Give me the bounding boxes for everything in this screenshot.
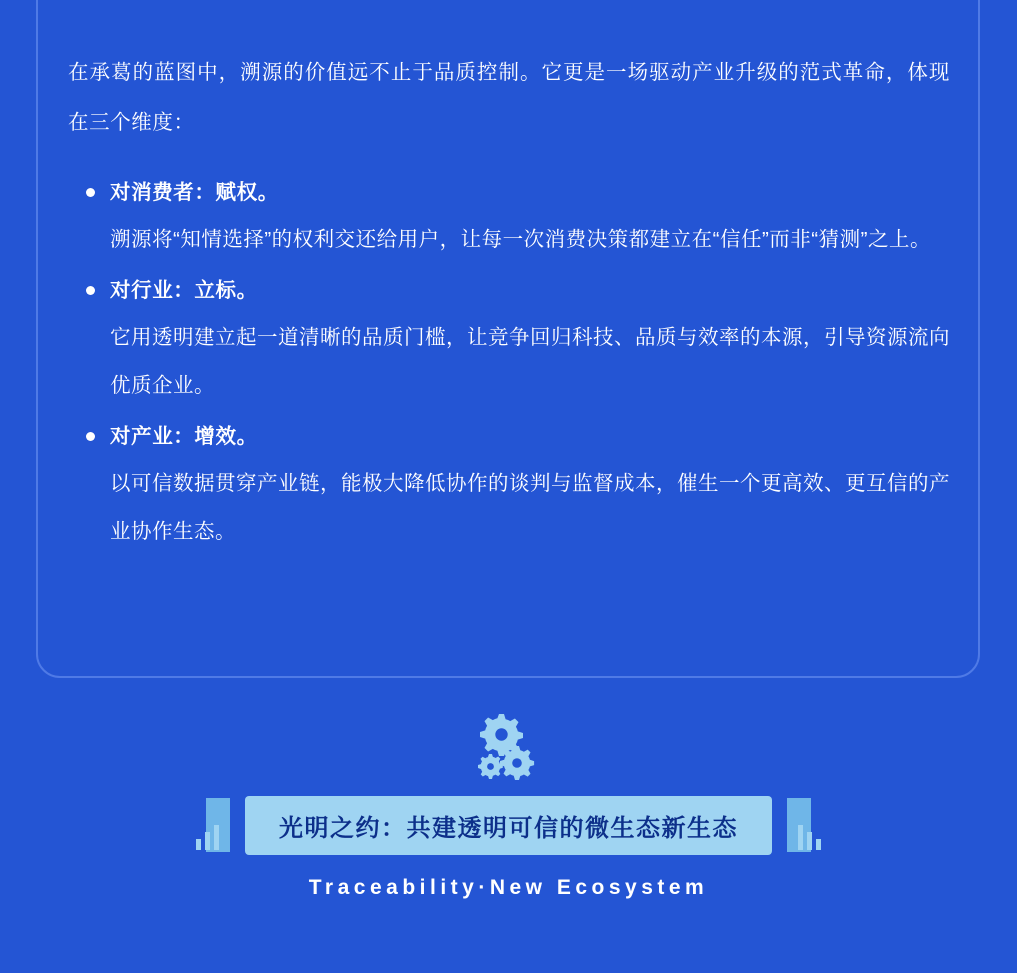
banner-title: 光明之约：共建透明可信的微生态新生态 — [245, 796, 772, 855]
point-title: 对消费者：赋权。 — [110, 181, 279, 204]
point-title: 对产业：增效。 — [110, 425, 258, 448]
banner — [0, 798, 1017, 852]
list-item — [68, 170, 950, 264]
list-item — [68, 414, 950, 556]
list-item — [68, 268, 950, 410]
bullet-icon — [86, 432, 95, 441]
point-body: 以可信数据贯穿产业链，能极大降低协作的谈判与监督成本，催生一个更高效、更互信的产业协作生态。 — [110, 472, 950, 543]
gears-icon — [0, 712, 1017, 784]
card-content — [68, 48, 950, 560]
point-body: 溯源将“知情选择”的权利交还给用户，让每一次消费决策都建立在“信任”而非“猜测”之上。 — [110, 228, 931, 251]
bullet-icon — [86, 286, 95, 295]
bars-left-decor — [196, 825, 219, 850]
points-list — [68, 170, 950, 556]
bars-right-decor — [798, 825, 821, 850]
point-body: 它用透明建立起一道清晰的品质门槛，让竞争回归科技、品质与效率的本源，引导资源流向优质企业。 — [110, 326, 950, 397]
bullet-icon — [86, 188, 95, 197]
intro-paragraph: 在承葛的蓝图中，溯源的价值远不止于品质控制。它更是一场驱动产业升级的范式革命，体现在三个维度： — [68, 61, 950, 134]
content-card — [36, 0, 980, 678]
point-title: 对行业：立标。 — [110, 279, 258, 302]
footer-subtitle: Traceability·New Ecosystem — [308, 876, 709, 899]
footer — [0, 712, 1017, 900]
